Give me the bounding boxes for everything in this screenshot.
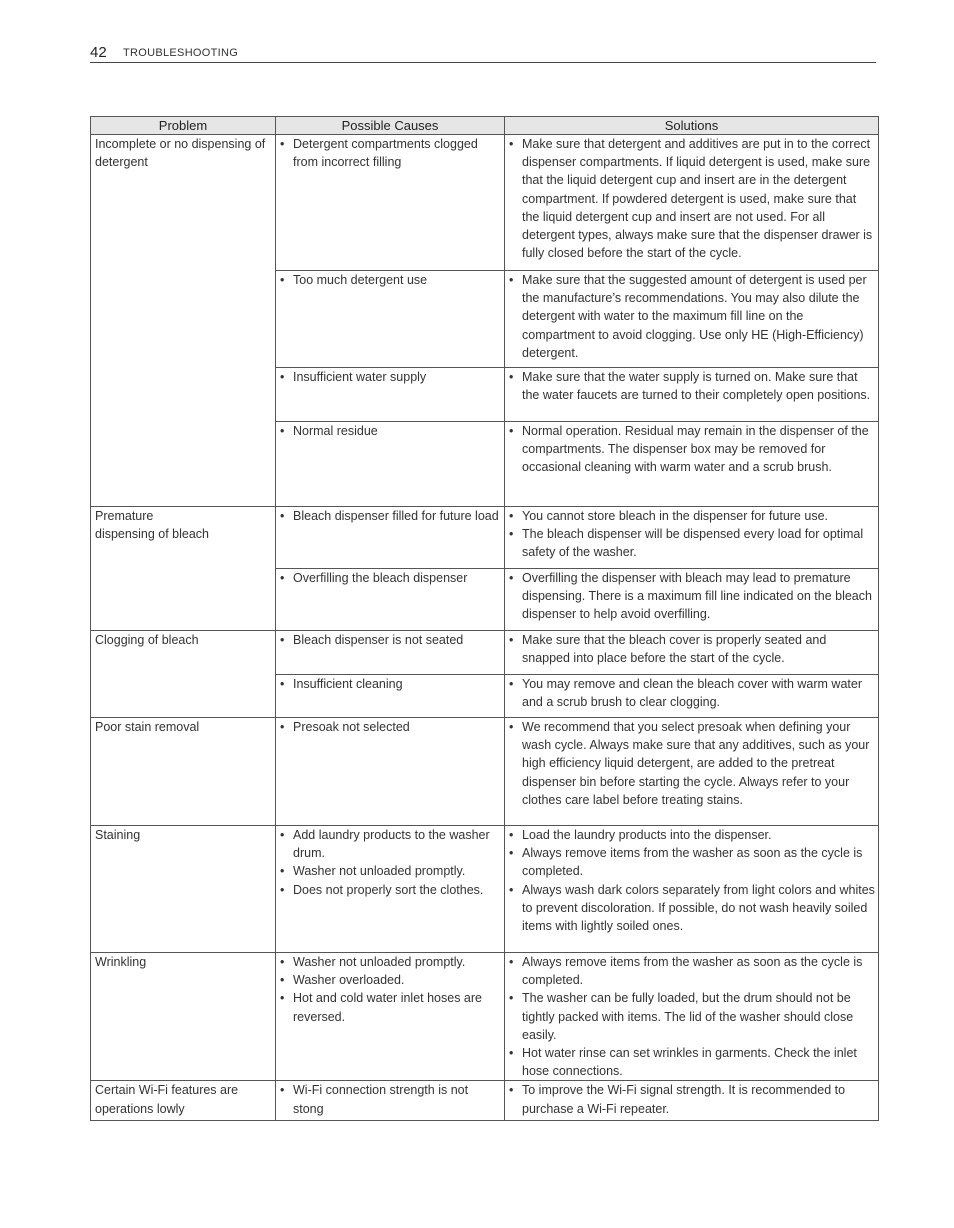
- causes-list: [280, 631, 502, 649]
- solution-item: • Make sure that the bleach cover is properly seated and snapped into place before the start of the cycle.: [509, 631, 876, 667]
- table-row: [91, 507, 879, 569]
- solution-item: • Always remove items from the washer as soon as the cycle is completed.: [509, 953, 876, 989]
- cause-item: • Washer overloaded.: [280, 971, 502, 989]
- solutions-cell: [505, 1081, 879, 1121]
- causes-cell: [276, 631, 505, 675]
- problem-cell: Staining: [91, 826, 276, 953]
- causes-cell: [276, 368, 505, 422]
- solutions-list: [509, 368, 876, 404]
- cause-item: • Insufficient cleaning: [280, 675, 502, 693]
- cause-item: • Add laundry products to the washer drum.: [280, 826, 502, 862]
- problem-cell: Clogging of bleach: [91, 631, 276, 718]
- cause-item: • Insufficient water supply: [280, 368, 502, 386]
- causes-list: [280, 826, 502, 899]
- causes-cell: [276, 271, 505, 368]
- causes-list: [280, 569, 502, 587]
- causes-cell: [276, 135, 505, 271]
- solutions-cell: [505, 569, 879, 631]
- problem-cell: Poor stain removal: [91, 718, 276, 826]
- solution-item: • Always wash dark colors separately from light colors and whites to prevent discoloration. If possible, do not wash heavily soiled items with lightly soiled ones.: [509, 881, 876, 936]
- solutions-list: [509, 718, 876, 809]
- solution-item: • Make sure that the water supply is turned on. Make sure that the water faucets are turned to their completely open positions.: [509, 368, 876, 404]
- solutions-cell: [505, 422, 879, 507]
- causes-list: [280, 135, 502, 171]
- table-row: [91, 826, 879, 953]
- page-header: [90, 44, 876, 63]
- solutions-list: [509, 675, 876, 711]
- solution-item: • The washer can be fully loaded, but the drum should not be tightly packed with items. The lid of the washer should close easily.: [509, 989, 876, 1044]
- solutions-list: [509, 1081, 876, 1117]
- solutions-cell: [505, 507, 879, 569]
- causes-cell: [276, 569, 505, 631]
- solutions-list: [509, 631, 876, 667]
- solution-item: • Load the laundry products into the dispenser.: [509, 826, 876, 844]
- cause-item: • Wi-Fi connection strength is not stong: [280, 1081, 502, 1117]
- causes-list: [280, 718, 502, 736]
- column-header-causes: Possible Causes: [276, 117, 505, 135]
- solutions-cell: [505, 675, 879, 718]
- column-header-problem: Problem: [91, 117, 276, 135]
- causes-list: [280, 507, 502, 525]
- table-row: [91, 631, 879, 675]
- troubleshooting-table: [90, 116, 879, 1121]
- cause-item: • Washer not unloaded promptly.: [280, 862, 502, 880]
- causes-cell: [276, 422, 505, 507]
- cause-item: • Bleach dispenser filled for future load: [280, 507, 502, 525]
- cause-item: • Does not properly sort the clothes.: [280, 881, 502, 899]
- solutions-list: [509, 569, 876, 624]
- solutions-cell: [505, 826, 879, 953]
- cause-item: • Detergent compartments clogged from incorrect filling: [280, 135, 502, 171]
- solutions-cell: [505, 135, 879, 271]
- solution-item: • You may remove and clean the bleach cover with warm water and a scrub brush to clear clogging.: [509, 675, 876, 711]
- solution-item: • Make sure that detergent and additives are put in to the correct dispenser compartments. If liquid detergent is used, make sure that the liquid detergent cup and insert are in the detergent compartment. If powdered detergent is used, make sure that the liquid detergent cup and insert are not used. For all detergent types, always make sure that the dispenser drawer is fully closed before the start of the cycle.: [509, 135, 876, 262]
- problem-cell: Premature dispensing of bleach: [91, 507, 276, 631]
- cause-item: • Presoak not selected: [280, 718, 502, 736]
- solutions-list: [509, 953, 876, 1080]
- causes-list: [280, 953, 502, 1026]
- causes-cell: [276, 718, 505, 826]
- solutions-cell: [505, 271, 879, 368]
- causes-list: [280, 368, 502, 386]
- solutions-list: [509, 271, 876, 362]
- solution-item: • Overfilling the dispenser with bleach may lead to premature dispensing. There is a maximum fill line indicated on the bleach dispenser to help avoid overfilling.: [509, 569, 876, 624]
- solutions-list: [509, 507, 876, 562]
- solution-item: • Hot water rinse can set wrinkles in garments. Check the inlet hose connections.: [509, 1044, 876, 1080]
- solutions-list: [509, 826, 876, 935]
- cause-item: • Normal residue: [280, 422, 502, 440]
- cause-item: • Bleach dispenser is not seated: [280, 631, 502, 649]
- page-number: 42: [90, 44, 107, 61]
- problem-cell: Wrinkling: [91, 953, 276, 1081]
- section-title: TROUBLESHOOTING: [123, 47, 239, 59]
- solutions-list: [509, 135, 876, 262]
- solutions-cell: [505, 368, 879, 422]
- cause-item: • Too much detergent use: [280, 271, 502, 289]
- column-header-solutions: Solutions: [505, 117, 879, 135]
- solutions-cell: [505, 718, 879, 826]
- causes-cell: [276, 675, 505, 718]
- table-row: [91, 1081, 879, 1121]
- solutions-list: [509, 422, 876, 477]
- problem-cell: Incomplete or no dispensing of detergent: [91, 135, 276, 507]
- table-body: [91, 135, 879, 1121]
- solution-item: • Normal operation. Residual may remain in the dispenser of the compartments. The dispenser box may be removed for occasional cleaning with warm water and a scrub brush.: [509, 422, 876, 477]
- table-header-row: [91, 117, 879, 135]
- causes-list: [280, 271, 502, 289]
- cause-item: • Overfilling the bleach dispenser: [280, 569, 502, 587]
- solution-item: • Always remove items from the washer as soon as the cycle is completed.: [509, 844, 876, 880]
- causes-cell: [276, 953, 505, 1081]
- causes-list: [280, 1081, 502, 1117]
- causes-cell: [276, 826, 505, 953]
- table-row: [91, 135, 879, 271]
- causes-cell: [276, 1081, 505, 1121]
- table-row: [91, 718, 879, 826]
- table-row: [91, 953, 879, 1081]
- cause-item: • Washer not unloaded promptly.: [280, 953, 502, 971]
- solutions-cell: [505, 631, 879, 675]
- causes-list: [280, 422, 502, 440]
- solution-item: • You cannot store bleach in the dispenser for future use.: [509, 507, 876, 525]
- causes-cell: [276, 507, 505, 569]
- solution-item: • Make sure that the suggested amount of detergent is used per the manufacture’s recommendations. You may also dilute the detergent with water to the maximum fill line on the compartment to avoid clogging. Use only HE (High-Efficiency) detergent.: [509, 271, 876, 362]
- causes-list: [280, 675, 502, 693]
- solution-item: • The bleach dispenser will be dispensed every load for optimal safety of the washer.: [509, 525, 876, 561]
- solution-item: • We recommend that you select presoak when defining your wash cycle. Always make sure that any additives, such as your high efficiency liquid detergent, are added to the pretreat dispenser bin before starting the cycle. Always refer to your clothes care label before treating stains.: [509, 718, 876, 809]
- solution-item: • To improve the Wi-Fi signal strength. It is recommended to purchase a Wi-Fi repeater.: [509, 1081, 876, 1117]
- cause-item: • Hot and cold water inlet hoses are reversed.: [280, 989, 502, 1025]
- problem-cell: Certain Wi-Fi features are operations lowly: [91, 1081, 276, 1121]
- solutions-cell: [505, 953, 879, 1081]
